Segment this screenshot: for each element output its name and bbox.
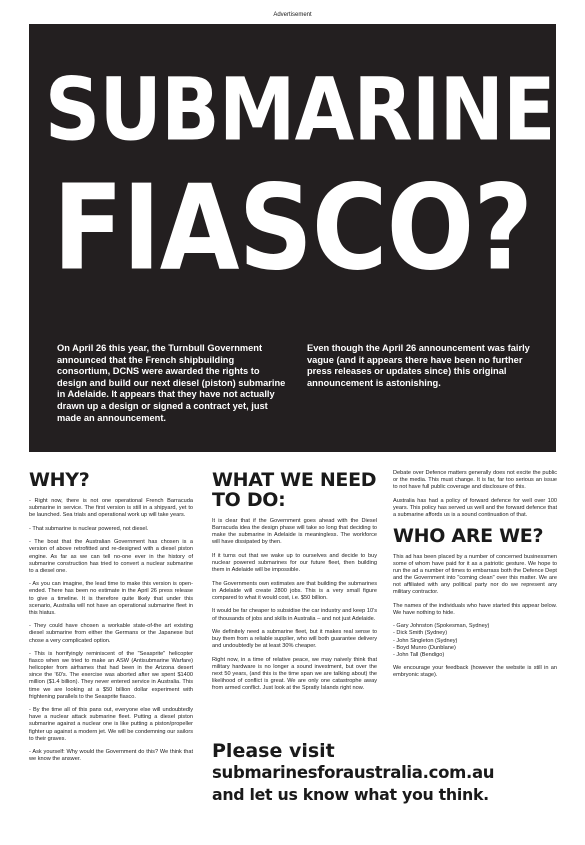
todo-paragraph: If it turns out that we wake up to ourselves and decide to buy nuclear powered submarines for our future fleet, then building them in Adelaide will be impossible. (212, 552, 377, 574)
founder-name: - Dick Smith (Sydney) (393, 630, 448, 637)
who-are-we-heading: WHO ARE WE? (393, 524, 544, 547)
founder-name: - Gary Johnston (Spokesman, Sydney) (393, 623, 490, 630)
why-item: - This is horrifyingly reminiscent of the "Seasprite" helicopter fiasco when we tried to make an ASW (Antisubmarine Warfare) helicopter from airframes that had been in the Arizona desert since the '60's. The exercise was aborted after we spent $1400 million ($1.4 billion). They never entered service in Australia. This time we are looking at a $50 billion dollar experiment with frightening parallels to the Seasprite fiasco. (29, 651, 193, 700)
todo-paragraph: It is clear that if the Government goes ahead with the Diesel Barracuda idea the design phase will take so long that deciding to make the submarine in Adelaide is meaningless. The workforce will have dissipated by then. (212, 518, 377, 546)
todo-paragraph: It would be far cheaper to subsidise the car industry and keep 10's of thousands of jobs and skills in Australia – and not just Adelaide. (212, 608, 377, 622)
todo-paragraph: The Governments own estimates are that building the submarines in Adelaide will create 2800 jobs. This is a very small figure compared to what it would cost, i.e. $50 billion. (212, 580, 377, 601)
why-item: - Right now, there is not one operational French Barracuda submarine in service. The first version is still in a shipyard, yet to be launched. Sea trials and operational work up will take years. (29, 498, 193, 519)
headline-line-1: SUBMARINE (44, 60, 555, 161)
feedback-paragraph: We encourage your feedback (however the website is still in an embryonic stage). (393, 665, 557, 679)
cta-let-us-know: and let us know what you think. (212, 785, 489, 804)
what-we-need-heading (212, 470, 377, 510)
defence-policy-paragraph: Australia has had a policy of forward defence for well over 100 years. This policy has served us well and the forward defence that a submarine affords us is a sound continuation of that. (393, 497, 557, 518)
headline-line-2: FIASCO? (52, 160, 533, 298)
lead-paragraph-right: Even though the April 26 announcement was fairly vague (and it appears there have been no further press releases or updates since) this original announcement is astonishing. (307, 343, 530, 388)
cta-website-url: submarinesforaustralia.com.au (212, 763, 495, 782)
call-to-action (212, 740, 557, 806)
debate-paragraph: Debate over Defence matters generally does not excite the public or the media. This must change. It is far, far too serious an issue to not have full public coverage and disclosure of this. (393, 470, 557, 491)
why-item: - They could have chosen a workable state-of-the art existing diesel submarine from either the Germans or the Japanese but chose a very complicated option. (29, 623, 193, 644)
founder-names-list (393, 623, 557, 658)
who-paragraph: The names of the individuals who have started this appear below. We have nothing to hide. (393, 602, 557, 616)
advertisement-label: Advertisement (273, 12, 312, 18)
why-item: - Ask yourself: Why would the Government do this? We think that we know the answer. (29, 749, 193, 763)
why-item: - As you can imagine, the lead time to make this version is open-ended. There has been no estimate in the April 26 press release to give a timeline. It is therefore quite likely that under this scenario, Australia will not have an operational submarine fleet in this hiatus. (29, 581, 193, 616)
why-item: - The boat that the Australian Government has chosen is a version of above retrofitted and re-designed with a diesel piston engine. As far as we can tell no-one ever in the history of submarine construction has tried to convert a nuclear submarine to a diesel one. (29, 539, 193, 574)
founder-name: - John Singleton (Sydney) (393, 637, 458, 644)
cta-please-visit: Please visit (212, 740, 335, 762)
who-are-we-column (393, 470, 557, 686)
founder-name: - Boyd Munro (Dunblane) (393, 644, 456, 651)
why-column (29, 470, 193, 770)
who-paragraph: This ad has been placed by a number of concerned businessmen some of whom have paid for it as a patriotic gesture. We hope to run the ad a number of times to embarrass both the Defence Dept and the Government into "coming clean" over this matter. We are not affiliated with any political party nor do we represent any military contractor. (393, 553, 557, 596)
todo-paragraph: Right now, in a time of relative peace, we may naively think that military hardware is no longer a sound investment, but over the next 50 years, (and this is the time span we are talking about) the likelihood of conflict is great. We are only one catastrophe away from armed conflict. Just look at the Spratly Islands right now. (212, 656, 377, 692)
what-we-need-heading-line-2: TO DO: (212, 489, 286, 511)
why-heading: WHY? (29, 469, 90, 491)
todo-paragraph: We definitely need a submarine fleet, but it makes real sense to buy them from a reliable supplier, who will both guarantee delivery and undoubtedly be at least 30% cheaper. (212, 629, 377, 650)
what-we-need-heading-line-1: WHAT WE NEED (212, 469, 377, 491)
headline-banner (29, 24, 556, 452)
what-we-need-column (212, 470, 377, 699)
lead-paragraph-left: On April 26 this year, the Turnbull Government announced that the French shipbuilding consortium, DCNS were awarded the rights to design and build our next diesel (piston) submarine in Adelaide. It appears that they have not actually drawn up a design or signed a contract yet, just made an announcement. (57, 343, 286, 423)
why-item: - That submarine is nuclear powered, not diesel. (29, 525, 149, 532)
why-item: - By the time all of this pans out, everyone else will undoubtedly have a nuclear attack submarine fleet. Putting a diesel piston submarine against a nuclear one is like putting a piston/propeller fighter up against a modern jet. We will be condemning our sailors to their graves. (29, 707, 193, 742)
founder-name: - John Tall (Bendigo) (393, 651, 445, 658)
